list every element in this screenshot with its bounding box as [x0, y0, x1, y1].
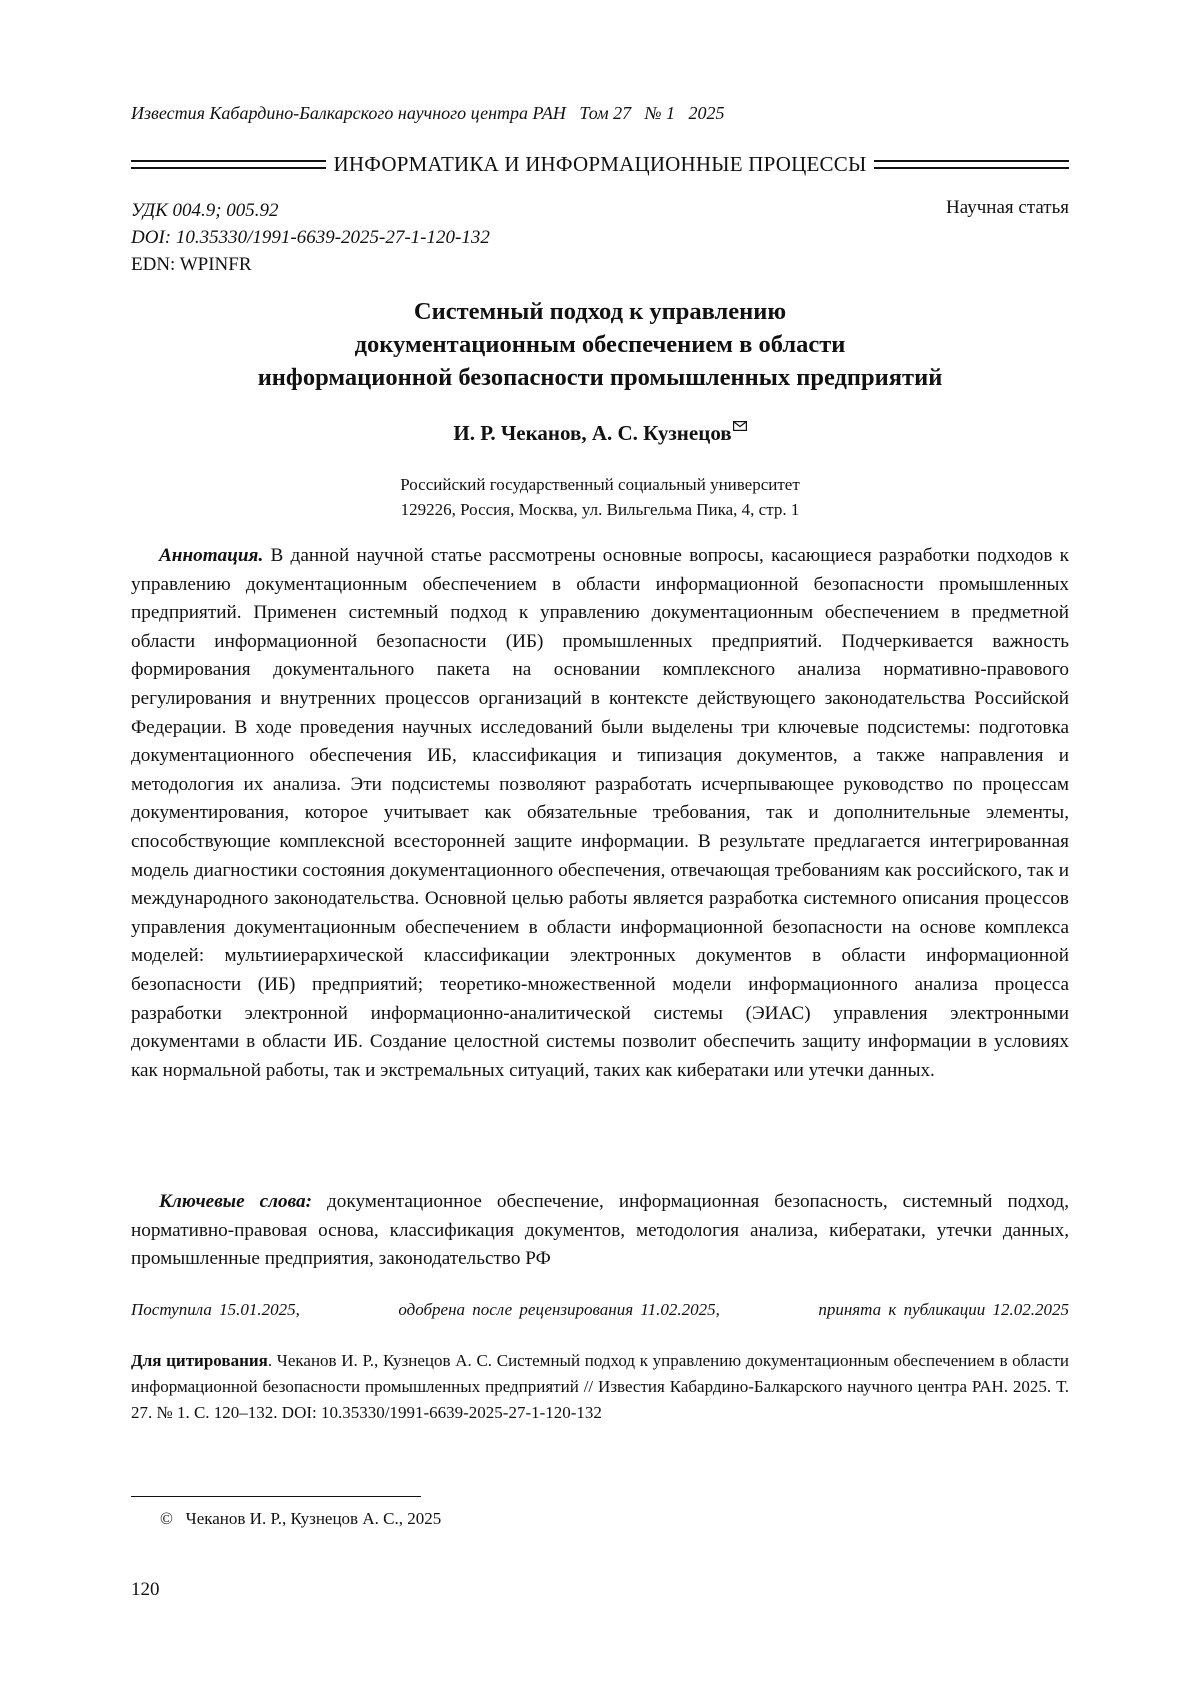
footnote-divider	[131, 1496, 421, 1497]
title-line: Системный подход к управлению	[413, 298, 787, 325]
author-names: И. Р. Чеканов, А. С. Кузнецов	[453, 421, 732, 445]
keywords	[131, 1188, 1069, 1274]
citation-text: . Чеканов И. Р., Кузнецов А. С. Системный подход к управлению документационным обеспечением в области информационной безопасности промышленных предприятий // Известия Кабардино-Балкарского научного центра РАН. 2025. Т. 27. № 1. С. 120–132. DOI: 10.35330/1991-6639-2025-27-1-120-132	[131, 1351, 1069, 1422]
authors	[131, 421, 1069, 446]
envelope-icon	[733, 421, 747, 431]
abstract-text: В данной научной статье рассмотрены основные вопросы, касающиеся разработки подходов к управлению документационным обеспечением в области информационной безопасности промышленных предприятий. Применен системный подход к управлению документационным обеспечением в предметной области информационной безопасности (ИБ) промышленных предприятий. Подчеркивается важность формирования документального пакета на основании комплексного анализа нормативно-правового регулирования и внутренних процессов организаций в контексте действующего законодательства Российской Федерации. В ходе проведения научных исследований были выделены три ключевые подсистемы: подготовка документационного обеспечения ИБ, классификация и типизация документов, а также направления и методология их анализа. Эти подсистемы позволяют разработать исчерпывающее руководство по процессам документирования, которое учитывает как обязательные требования, так и дополнительные элементы, способствующие комплексной всесторонней защите информации. В результате предлагается интегрированная модель диагностики состояния документационного обеспечения, отвечающая требованиям как российского, так и международного законодательства. Основной целью работы является разработка системного описания процессов управления документационным обеспечением в области информационной безопасности на основе комплекса моделей: мультииерархической классификации электронных документов в области информационной безопасности (ИБ) предприятий; теоретико-множественной модели информационного анализа процесса разработки электронной информационно-аналитической системы (ЭИАС) управления электронными документами в области ИБ. Создание целостной системы позволит обеспечить защиту информации в условиях как нормальной работы, так и экстремальных ситуаций, таких как кибератаки или утечки данных.	[131, 545, 1069, 1081]
title-line: документационным обеспечением в области	[354, 331, 846, 358]
double-rule-left	[131, 160, 326, 169]
article-title	[131, 295, 1069, 394]
abstract-label: Аннотация.	[159, 545, 264, 566]
udk-code: УДК 004.9; 005.92	[131, 200, 279, 221]
journal-header: Известия Кабардино-Балкарского научного центра РАН Том 27 № 1 2025	[131, 103, 725, 123]
publication-dates	[131, 1300, 1069, 1320]
title-line: информационной безопасности промышленных предприятий	[257, 364, 943, 391]
affiliation-address: 129226, Россия, Москва, ул. Вильгельма Пика, 4, стр. 1	[400, 500, 800, 519]
section-title: ИНФОРМАТИКА И ИНФОРМАЦИОННЫЕ ПРОЦЕССЫ	[333, 151, 867, 176]
affiliation-name: Российский государственный социальный университет	[400, 475, 800, 494]
article-type: Научная статья	[946, 197, 1069, 218]
double-rule-right	[874, 160, 1069, 169]
abstract	[131, 542, 1069, 1085]
keywords-label: Ключевые слова:	[159, 1191, 313, 1212]
accepted-date: принята к публикации 12.02.2025	[818, 1300, 1069, 1319]
citation-label: Для цитирования	[131, 1351, 268, 1370]
approved-date: одобрена после рецензирования 11.02.2025,	[398, 1300, 720, 1319]
affiliation	[131, 472, 1069, 522]
copyright-notice: © Чеканов И. Р., Кузнецов А. С., 2025	[160, 1509, 442, 1528]
page-number: 120	[131, 1579, 160, 1600]
edn: EDN: WPINFR	[131, 254, 252, 275]
received-date: Поступила 15.01.2025,	[131, 1300, 300, 1319]
article-identifiers	[131, 197, 490, 278]
keywords-text: документационное обеспечение, информационная безопасность, системный подход, нормативно-правовая основа, классификация документов, методология анализа, кибератаки, утечки данных, промышленные предприятия, законодательство РФ	[131, 1191, 1069, 1270]
citation	[131, 1348, 1069, 1426]
section-heading	[131, 152, 1069, 176]
doi: DOI: 10.35330/1991-6639-2025-27-1-120-132	[131, 227, 490, 248]
